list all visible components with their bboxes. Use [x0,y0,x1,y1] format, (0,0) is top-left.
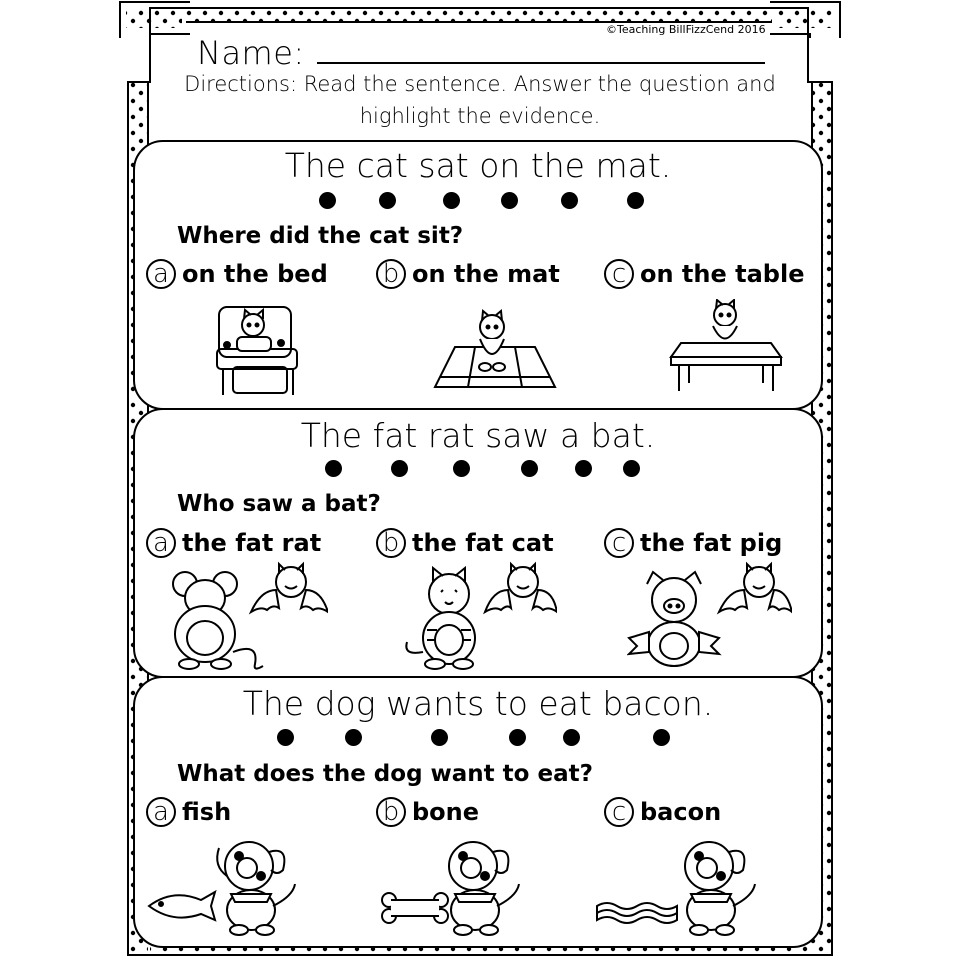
cat-on-table-icon [667,299,785,394]
option-letter: a [146,259,176,289]
question-text: Who saw a bat? [177,491,381,517]
option-text: the fat cat [412,529,554,557]
word-dot [277,729,294,746]
dog-and-bone-icon [379,836,544,936]
word-dot [563,729,580,746]
option-text: bacon [640,798,722,826]
option-text: on the bed [182,260,328,288]
answer-option-a[interactable] [146,528,321,558]
option-text: the fat rat [182,529,322,557]
sentence-text: The dog wants to eat bacon. [242,684,714,723]
word-dot [561,192,578,209]
option-letter: b [376,797,406,827]
word-dots [135,460,821,480]
copyright-text: ©Teaching BillFizzCend 2016 [606,23,766,36]
dog-and-fish-icon [143,836,323,936]
option-letter: b [376,528,406,558]
word-dot [627,192,644,209]
option-letter: a [146,528,176,558]
option-text: on the table [640,260,805,288]
option-letter: c [604,797,634,827]
cat-and-bat-icon [397,560,557,672]
answer-option-a[interactable] [146,259,328,289]
option-letter: a [146,797,176,827]
option-text: bone [412,798,480,826]
question-text: Where did the cat sit? [177,223,464,249]
option-text: on the mat [412,260,560,288]
pig-and-bat-icon [627,560,792,672]
cat-in-bed-icon [213,299,305,399]
answer-option-b[interactable] [376,797,479,827]
word-dot [379,192,396,209]
rat-and-bat-icon [163,560,328,672]
answer-option-b[interactable] [376,259,560,289]
word-dot [431,729,448,746]
word-dot [325,460,342,477]
option-text: the fat pig [640,529,783,557]
answer-option-c[interactable] [604,797,721,827]
answer-option-c[interactable] [604,259,804,289]
word-dot [509,729,526,746]
word-dot [319,192,336,209]
name-underline[interactable] [317,62,765,64]
answer-option-b[interactable] [376,528,554,558]
sentence-text: The cat sat on the mat. [284,146,672,185]
name-label: Name: [197,34,305,72]
word-dots [135,192,821,212]
word-dot [345,729,362,746]
option-letter: c [604,259,634,289]
question-panel-3 [133,676,823,948]
question-panel-1 [133,140,823,410]
option-text: fish [182,798,232,826]
option-letter: c [604,528,634,558]
word-dot [653,729,670,746]
word-dot [501,192,518,209]
word-dot [391,460,408,477]
word-dot [453,460,470,477]
word-dot [575,460,592,477]
question-panel-2 [133,408,823,678]
directions-text: Directions: Read the sentence. Answer the question and highlight the evidence. [184,72,776,128]
word-dot [521,460,538,477]
dog-and-bacon-icon [593,836,773,936]
word-dot [443,192,460,209]
option-letter: b [376,259,406,289]
cat-on-mat-icon [430,307,560,392]
sentence-text: The fat rat saw a bat. [300,416,656,455]
answer-option-c[interactable] [604,528,782,558]
question-text: What does the dog want to eat? [177,761,593,787]
answer-option-a[interactable] [146,797,231,827]
word-dots [135,729,821,749]
word-dot [623,460,640,477]
